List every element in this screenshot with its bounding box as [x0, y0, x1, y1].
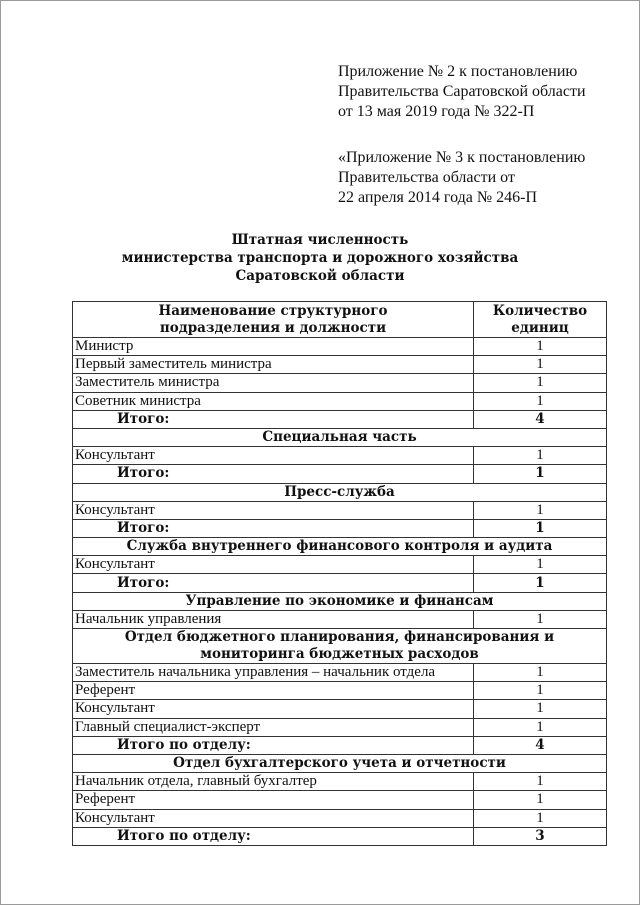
position-name: Главный специалист-эксперт [73, 718, 474, 736]
position-name: Консультант [73, 447, 474, 465]
annex-original-reference [338, 148, 585, 208]
table-row [73, 338, 607, 356]
table-row [73, 773, 607, 791]
section-title: Управление по экономике и финансам [73, 592, 607, 610]
position-qty: 1 [474, 664, 607, 682]
section-header [73, 538, 607, 556]
table-row [73, 682, 607, 700]
position-name: Первый заместитель министра [73, 356, 474, 374]
total-label: Итого: [73, 410, 474, 428]
position-qty: 1 [474, 556, 607, 574]
table-row [73, 501, 607, 519]
header-qty: Количество единиц [474, 302, 607, 338]
position-qty: 1 [474, 700, 607, 718]
position-qty: 1 [474, 718, 607, 736]
position-qty: 1 [474, 773, 607, 791]
position-name: Начальник отдела, главный бухгалтер [73, 773, 474, 791]
section-header [73, 629, 607, 664]
position-name: Министр [73, 338, 474, 356]
total-qty: 1 [474, 519, 607, 537]
position-name: Референт [73, 682, 474, 700]
annex-line: «Приложение № 3 к постановлению [338, 149, 586, 166]
total-row [73, 736, 607, 754]
total-qty: 1 [474, 465, 607, 483]
total-row [73, 465, 607, 483]
table-row [73, 374, 607, 392]
position-qty: 1 [474, 356, 607, 374]
section-header [73, 483, 607, 501]
table-row [73, 700, 607, 718]
table-row [73, 718, 607, 736]
total-qty: 4 [474, 410, 607, 428]
annex-line: Правительства Саратовской области [338, 83, 586, 100]
position-name: Консультант [73, 501, 474, 519]
table-row [73, 791, 607, 809]
position-name: Консультант [73, 556, 474, 574]
total-label: Итого по отделу: [73, 736, 474, 754]
position-name: Заместитель министра [73, 374, 474, 392]
position-qty: 1 [474, 392, 607, 410]
position-name: Заместитель начальника управления – начальник отдела [73, 664, 474, 682]
position-name: Консультант [73, 700, 474, 718]
position-qty: 1 [474, 501, 607, 519]
annex-line: 22 апреля 2014 года № 246-П [338, 189, 537, 206]
position-qty: 1 [474, 338, 607, 356]
title-line: Саратовской области [235, 268, 405, 284]
position-name: Советник министра [73, 392, 474, 410]
position-qty: 1 [474, 447, 607, 465]
title-line: Штатная численность [231, 232, 409, 248]
annex-line: Правительства области от [338, 169, 515, 186]
staffing-table [72, 301, 607, 846]
position-qty: 1 [474, 809, 607, 827]
section-header [73, 428, 607, 446]
table-row [73, 809, 607, 827]
position-qty: 1 [474, 682, 607, 700]
header-name: Наименование структурного подразделения и должности [73, 302, 474, 338]
total-row [73, 827, 607, 845]
table-row [73, 664, 607, 682]
position-name: Консультант [73, 809, 474, 827]
section-header [73, 754, 607, 772]
total-qty: 1 [474, 574, 607, 592]
section-title: Пресс-служба [73, 483, 607, 501]
position-qty: 1 [474, 791, 607, 809]
total-row [73, 519, 607, 537]
table-header-row [73, 302, 607, 338]
section-title: Отдел бюджетного планирования, финансирования и мониторинга бюджетных расходов [73, 629, 607, 664]
annex-line: Приложение № 2 к постановлению [338, 63, 578, 80]
total-row [73, 574, 607, 592]
section-title: Служба внутреннего финансового контроля и аудита [73, 538, 607, 556]
table-row [73, 392, 607, 410]
table-row [73, 610, 607, 628]
document-title [0, 231, 640, 285]
total-label: Итого: [73, 519, 474, 537]
position-name: Референт [73, 791, 474, 809]
section-header [73, 592, 607, 610]
total-label: Итого по отделу: [73, 827, 474, 845]
table-row [73, 356, 607, 374]
position-qty: 1 [474, 374, 607, 392]
total-qty: 4 [474, 736, 607, 754]
position-qty: 1 [474, 610, 607, 628]
table-row [73, 556, 607, 574]
section-title: Отдел бухгалтерского учета и отчетности [73, 754, 607, 772]
total-row [73, 410, 607, 428]
table-row [73, 447, 607, 465]
total-label: Итого: [73, 574, 474, 592]
title-line: министерства транспорта и дорожного хозяйства [121, 250, 519, 266]
total-label: Итого: [73, 465, 474, 483]
annex-current-reference [338, 62, 586, 122]
section-title: Специальная часть [73, 428, 607, 446]
annex-line: от 13 мая 2019 года № 322-П [338, 103, 535, 120]
position-name: Начальник управления [73, 610, 474, 628]
total-qty: 3 [474, 827, 607, 845]
